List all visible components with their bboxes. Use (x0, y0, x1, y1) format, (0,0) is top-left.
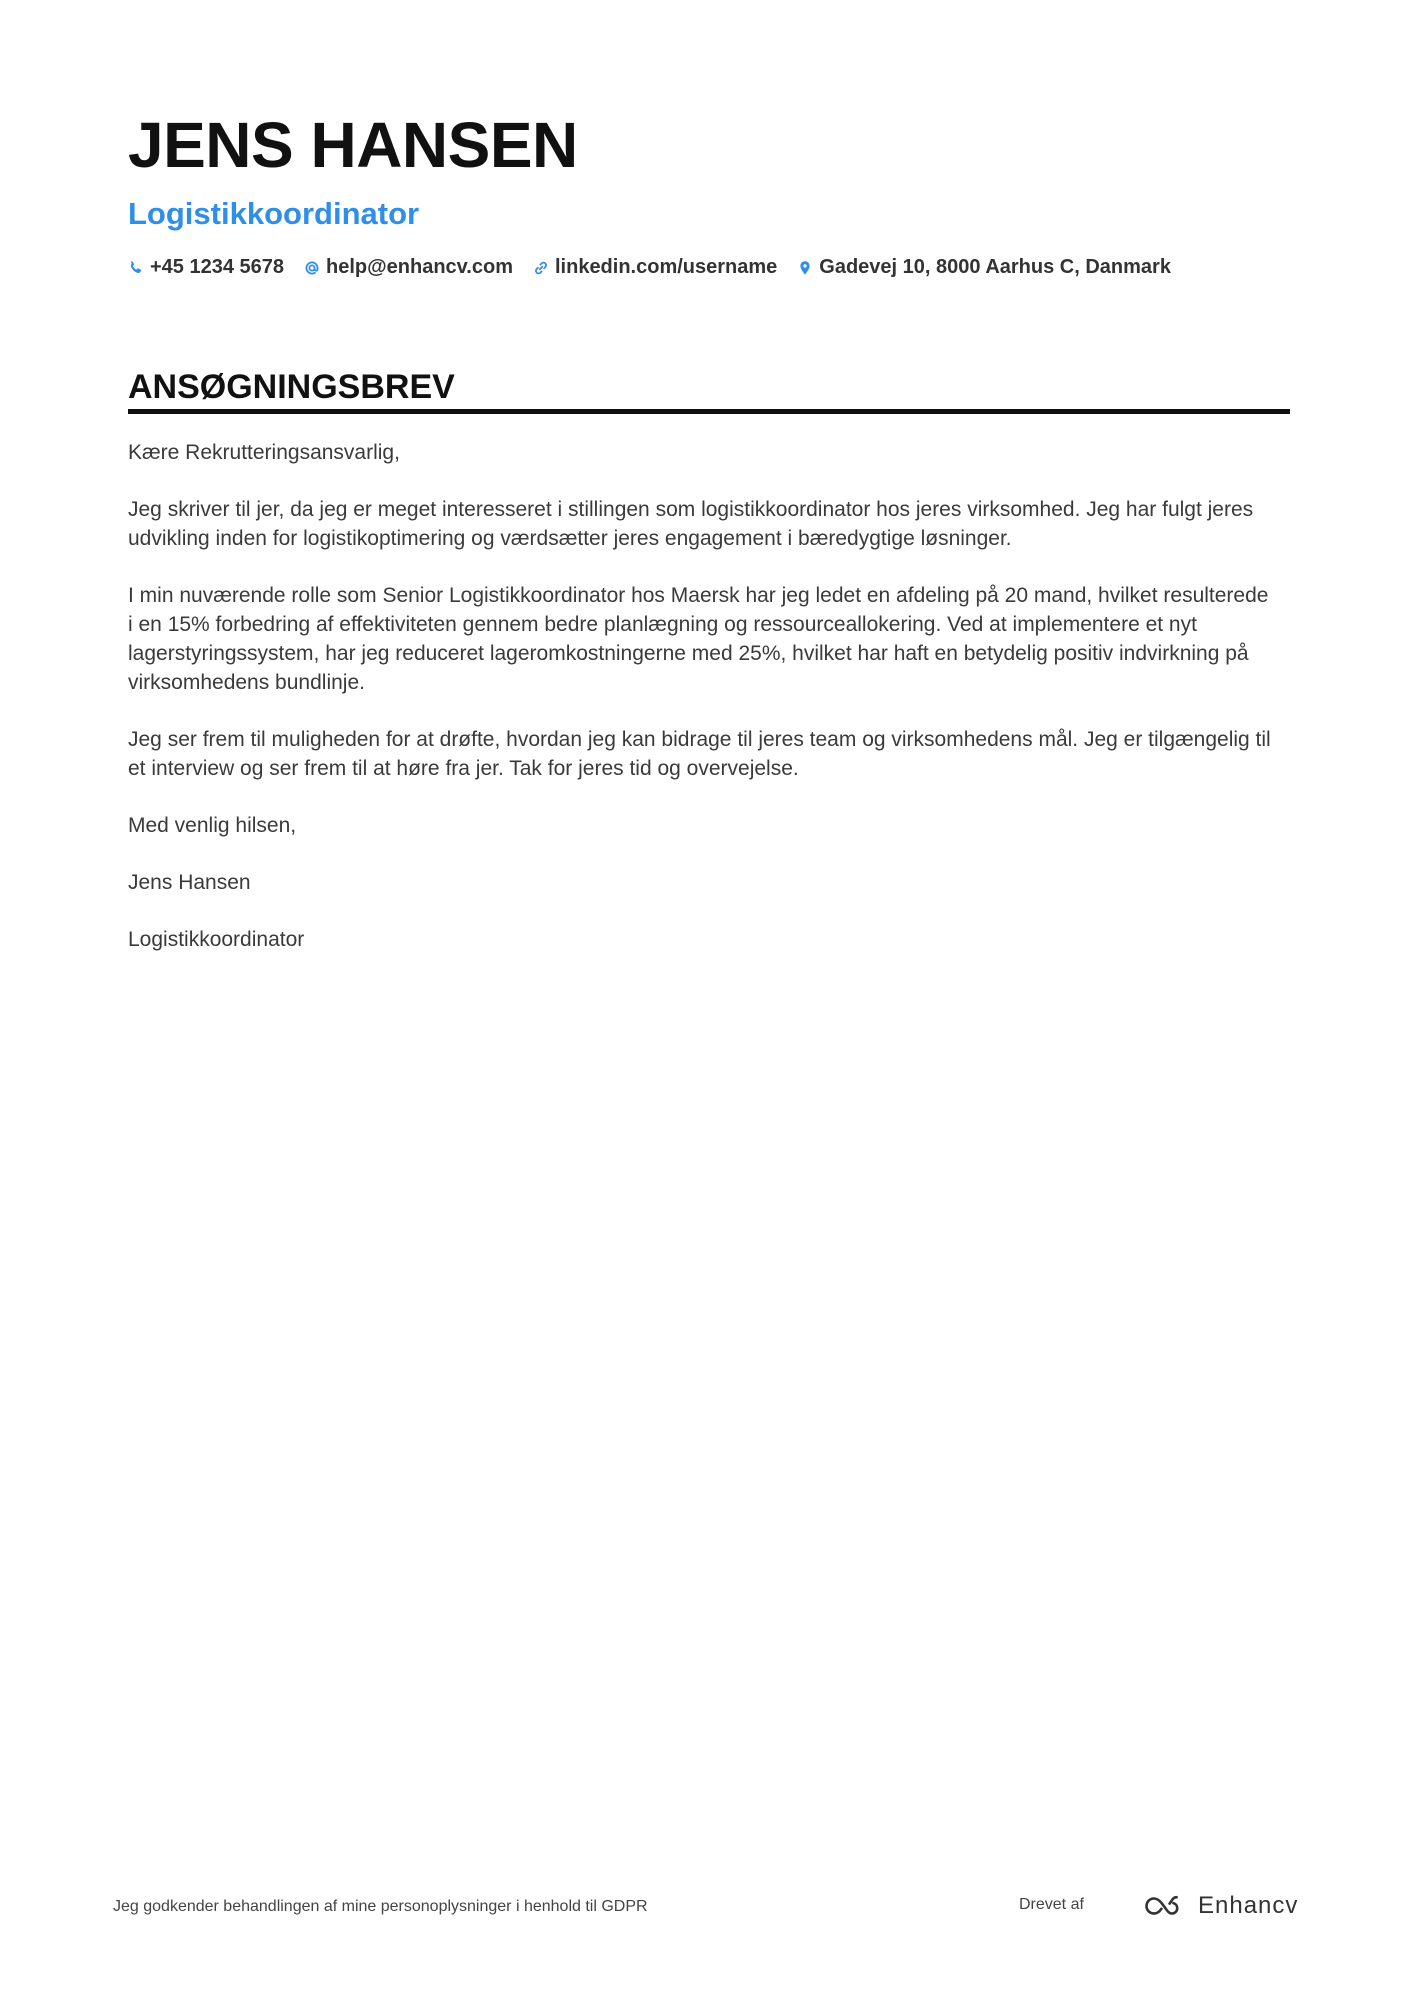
contact-phone[interactable] (128, 256, 284, 279)
address-text: Gadevej 10, 8000 Aarhus C, Danmark (819, 256, 1171, 278)
applicant-name: JENS HANSEN (128, 109, 578, 181)
phone-icon (128, 260, 144, 276)
letter-paragraph: I min nuværende rolle som Senior Logistikkoordinator hos Maersk har jeg ledet en afdeling på 20 mand, hvilket resulterede i en 15% forbedring af effektiviteten gennem bedre planlægning og ressourceallokering. Ved at implementere et nyt lagerstyringssystem, har jeg reduceret lageromkostningerne med 25%, hvilket har haft en betydelig positiv indvirkning på virksomhedens bundlinje. (128, 584, 1269, 694)
letter-closing: Med venlig hilsen, (128, 814, 297, 837)
at-icon (304, 260, 320, 276)
letter-body (128, 438, 1278, 954)
footer (113, 1890, 1299, 1930)
signature-name: Jens Hansen (128, 871, 251, 894)
enhancv-brand-name: Enhancv (1198, 1892, 1299, 1919)
section-divider (128, 409, 1290, 414)
gdpr-consent-text: Jeg godkender behandlingen af mine personoplysninger i henhold til GDPR (113, 1898, 648, 1915)
signature-title: Logistikkoordinator (128, 928, 305, 951)
location-pin-icon (797, 260, 813, 276)
section-title: ANSØGNINGSBREV (128, 368, 455, 406)
link-icon (533, 260, 549, 276)
job-title: Logistikkoordinator (128, 196, 420, 231)
letter-greeting: Kære Rekrutteringsansvarlig, (128, 441, 400, 464)
powered-by-label: Drevet af (1019, 1896, 1084, 1913)
email-text: help@enhancv.com (326, 256, 513, 278)
contact-email[interactable] (304, 256, 513, 279)
enhancv-logo-icon (1140, 1893, 1186, 1919)
cover-letter-section (128, 367, 1290, 982)
header (128, 109, 1288, 279)
contact-linkedin[interactable] (533, 256, 777, 279)
linkedin-text: linkedin.com/username (554, 256, 778, 278)
phone-text: +45 1234 5678 (150, 256, 285, 278)
enhancv-brand-link[interactable] (1140, 1890, 1298, 1922)
contact-address (797, 256, 1171, 279)
letter-paragraph: Jeg skriver til jer, da jeg er meget interesseret i stillingen som logistikkoordinator hos jeres virksomhed. Jeg har fulgt jeres udvikling inden for logistikoptimering og værdsætter jeres engagement i bæredygtige løsninger. (128, 498, 1254, 550)
contact-bar (128, 256, 1288, 279)
letter-paragraph: Jeg ser frem til muligheden for at drøfte, hvordan jeg kan bidrage til jeres team og virksomhedens mål. Jeg er tilgængelig til et interview og ser frem til at høre fra jer. Tak for jeres tid og overvejelse. (128, 728, 1271, 780)
